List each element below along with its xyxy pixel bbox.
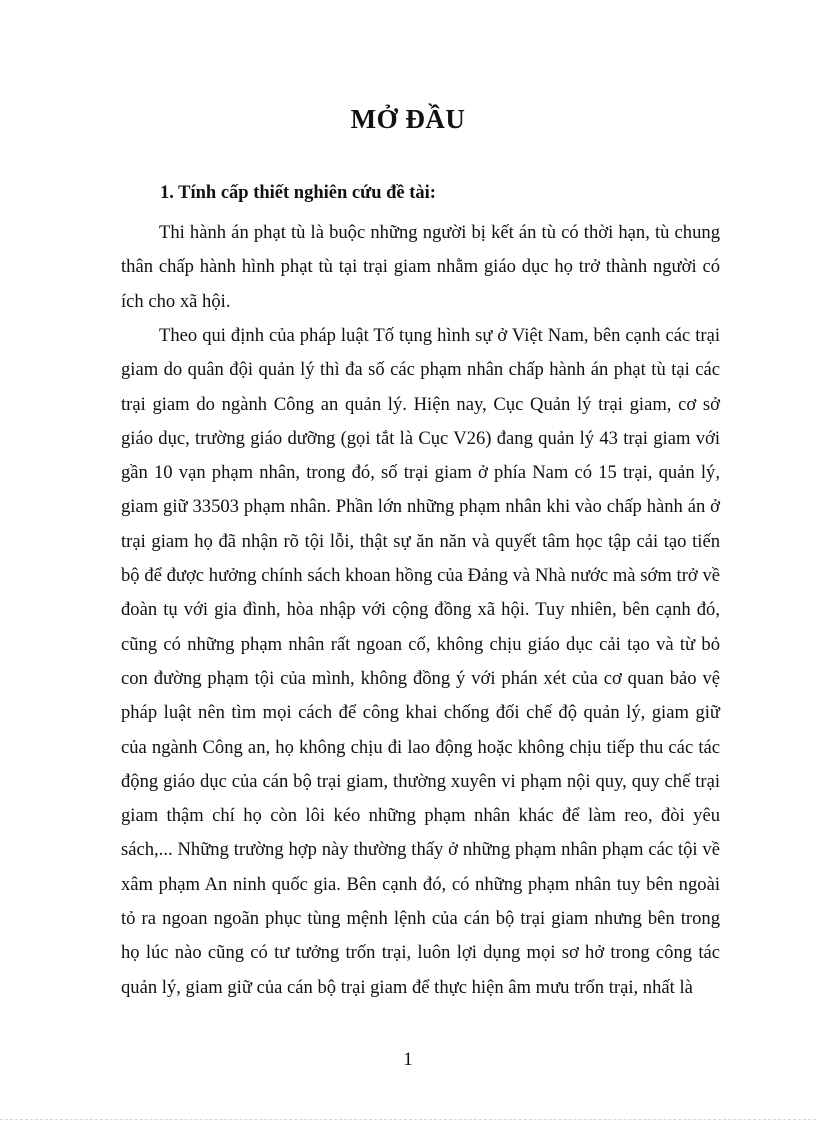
page-bottom-divider bbox=[0, 1119, 816, 1120]
paragraph-2: Theo qui định của pháp luật Tố tụng hình sự ở Việt Nam, bên cạnh các trại giam do quân đội quản lý thì đa số các phạm nhân chấp hành án phạt tù tại các trại giam do ngành Công an quản lý. Hiện nay, Cục Quản lý trại giam, cơ sở giáo dục, trường giáo dưỡng (gọi tắt là Cục V26) đang quản lý 43 trại giam với gần 10 vạn phạm nhân, trong đó, số trại giam ở phía Nam có 15 trại, quản lý, giam giữ 33503 phạm nhân. Phần lớn những phạm nhân khi vào chấp hành án ở trại giam họ đã nhận rõ tội lỗi, thật sự ăn năn và quyết tâm học tập cải tạo tiến bộ để được hưởng chính sách khoan hồng của Đảng và Nhà nước mà sớm trở về đoàn tụ với gia đình, hòa nhập với cộng đồng xã hội. Tuy nhiên, bên cạnh đó, cũng có những phạm nhân rất ngoan cố, không chịu giáo dục cải tạo và từ bỏ con đường phạm tội của mình, không đồng ý với phán xét của cơ quan bảo vệ pháp luật nên tìm mọi cách để công khai chống đối chế độ quản lý, giam giữ của ngành Công an, họ không chịu đi lao động hoặc không chịu tiếp thu các tác động giáo dục của cán bộ trại giam, thường xuyên vi phạm nội quy, quy chế trại giam thậm chí họ còn lôi kéo những phạm nhân khác để làm reo, đòi yêu sách,... Những trường hợp này thường thấy ở những phạm nhân phạm các tội về xâm phạm An ninh quốc gia. Bên cạnh đó, có những phạm nhân tuy bên ngoài tỏ ra ngoan ngoãn phục tùng mệnh lệnh của cán bộ trại giam nhưng bên trong họ lúc nào cũng có tư tưởng trốn trại, luôn lợi dụng mọi sơ hở trong công tác quản lý, giam giữ của cán bộ trại giam để thực hiện âm mưu trốn trại, nhất là bbox=[121, 325, 720, 998]
page-number: 1 bbox=[403, 1049, 413, 1070]
document-title: MỞ ĐẦU bbox=[350, 104, 466, 134]
paragraph-1: Thi hành án phạt tù là buộc những người bị kết án tù có thời hạn, tù chung thân chấp hành hình phạt tù tại trại giam nhằm giáo dục họ trở thành người có ích cho xã hội. bbox=[121, 222, 720, 312]
section-heading: 1. Tính cấp thiết nghiên cứu đề tài: bbox=[160, 183, 436, 203]
